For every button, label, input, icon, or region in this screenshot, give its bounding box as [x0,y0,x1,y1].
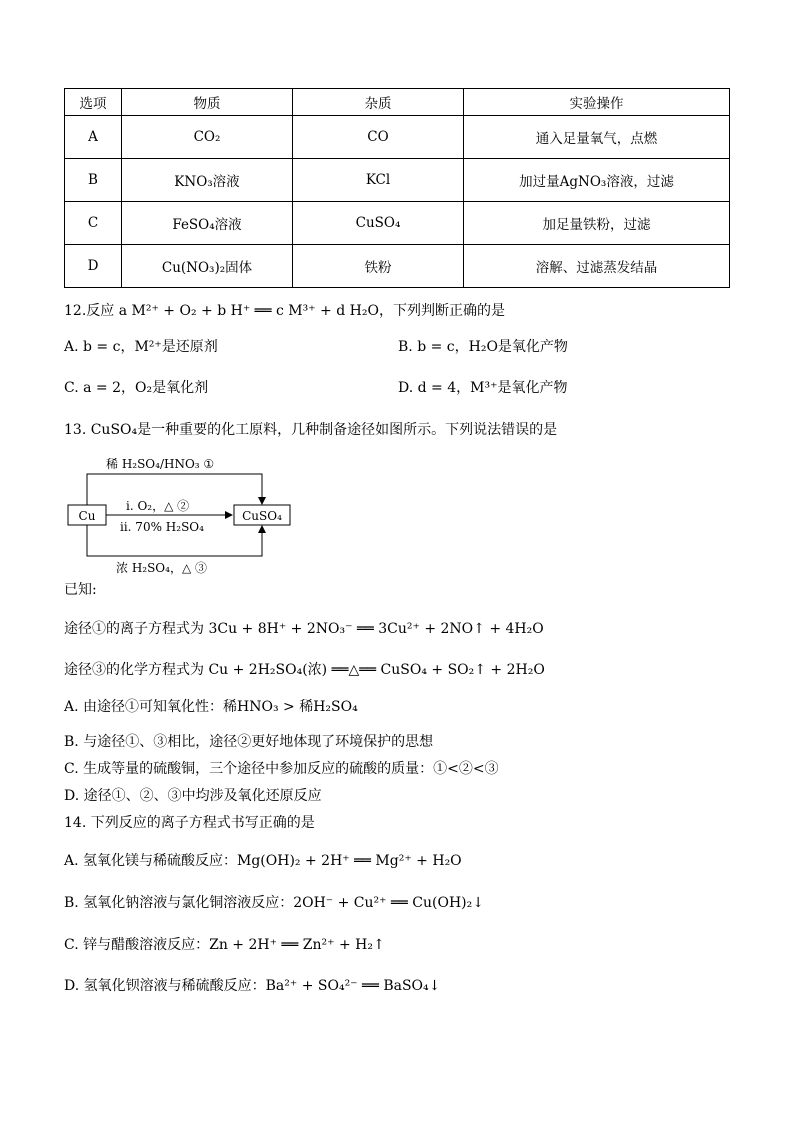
cell-substance: FeSO₄溶液 [122,202,293,245]
q14-option-a: A. 氢氧化镁与稀硫酸反应：Mg(OH)₂ + 2H⁺ ══ Mg²⁺ + H₂O [64,853,462,869]
route2b-label: ⅱ. 70% H₂SO₄ [120,520,204,534]
header-operation: 实验操作 [464,89,730,116]
table-row [65,116,730,159]
q13-option-b: B. 与途径①、③相比，途径②更好地体现了环境保护的思想 [64,734,434,750]
route3-label: 浓 H₂SO₄，△ ③ [116,561,208,575]
q13-option-d: D. 途径①、②、③中均涉及氧化还原反应 [64,788,322,804]
cell-operation: 加足量铁粉，过滤 [464,202,730,245]
cell-operation: 通入足量氧气，点燃 [464,116,730,159]
cell-impurity: CO [293,116,464,159]
header-substance: 物质 [122,89,293,116]
q13-stem: 13. CuSO₄是一种重要的化工原料，几种制备途径如图所示。下列说法错误的是 [64,422,558,438]
diagram-start-label: Cu [78,509,96,523]
cell-impurity: 铁粉 [293,245,464,288]
q12-option-c: C. a = 2，O₂是氧化剂 [64,380,209,396]
preparation-route-diagram [64,452,304,578]
cell-substance: KNO₃溶液 [122,159,293,202]
q13-known: 已知: [64,582,97,598]
cell-substance: Cu(NO₃)₂固体 [122,245,293,288]
q12-option-b: B. b = c，H₂O是氧化产物 [398,339,568,355]
table-row [65,245,730,288]
q14-option-c: C. 锌与醋酸溶液反应：Zn + 2H⁺ ══ Zn²⁺ + H₂↑ [64,937,385,953]
q13-option-a: A. 由途径①可知氧化性：稀HNO₃ > 稀H₂SO₄ [64,699,358,715]
route1-label: 稀 H₂SO₄/HNO₃ ① [106,457,215,471]
diagram-end-label: CuSO₄ [242,509,282,523]
header-option: 选项 [65,89,122,116]
cell-substance: CO₂ [122,116,293,159]
q12-option-a: A. b = c，M²⁺是还原剂 [64,339,218,355]
cell-option: A [65,116,122,159]
table-row [65,202,730,245]
cell-operation: 加过量AgNO₃溶液，过滤 [464,159,730,202]
table-header-row [65,89,730,116]
route2a-label: ⅰ. O₂，△ ② [126,499,190,513]
q14-option-d: D. 氢氧化钡溶液与稀硫酸反应：Ba²⁺ + SO₄²⁻ ══ BaSO₄↓ [64,978,441,994]
cell-operation: 溶解、过滤蒸发结晶 [464,245,730,288]
cell-impurity: KCl [293,159,464,202]
cell-impurity: CuSO₄ [293,202,464,245]
header-impurity: 杂质 [293,89,464,116]
table-row [65,159,730,202]
q12-stem: 12.反应 a M²⁺ + O₂ + b H⁺ ══ c M³⁺ + d H₂O，下列判断正确的是 [64,303,505,319]
cell-option: B [65,159,122,202]
cell-option: D [65,245,122,288]
q12-option-d: D. d = 4，M³⁺是氧化产物 [398,380,568,396]
q13-equation-3: 途径③的化学方程式为 Cu + 2H₂SO₄(浓) ══△══ CuSO₄ + SO₂↑ + 2H₂O [64,662,545,678]
options-table [64,88,730,288]
q14-option-b: B. 氢氧化钠溶液与氯化铜溶液反应：2OH⁻ + Cu²⁺ ══ Cu(OH)₂↓ [64,895,484,911]
q14-stem: 14. 下列反应的离子方程式书写正确的是 [64,815,315,831]
q13-equation-1: 途径①的离子方程式为 3Cu + 8H⁺ + 2NO₃⁻ ══ 3Cu²⁺ + 2NO↑ + 4H₂O [64,621,544,637]
cell-option: C [65,202,122,245]
q13-option-c: C. 生成等量的硫酸铜，三个途径中参加反应的硫酸的质量：①<②<③ [64,761,499,777]
